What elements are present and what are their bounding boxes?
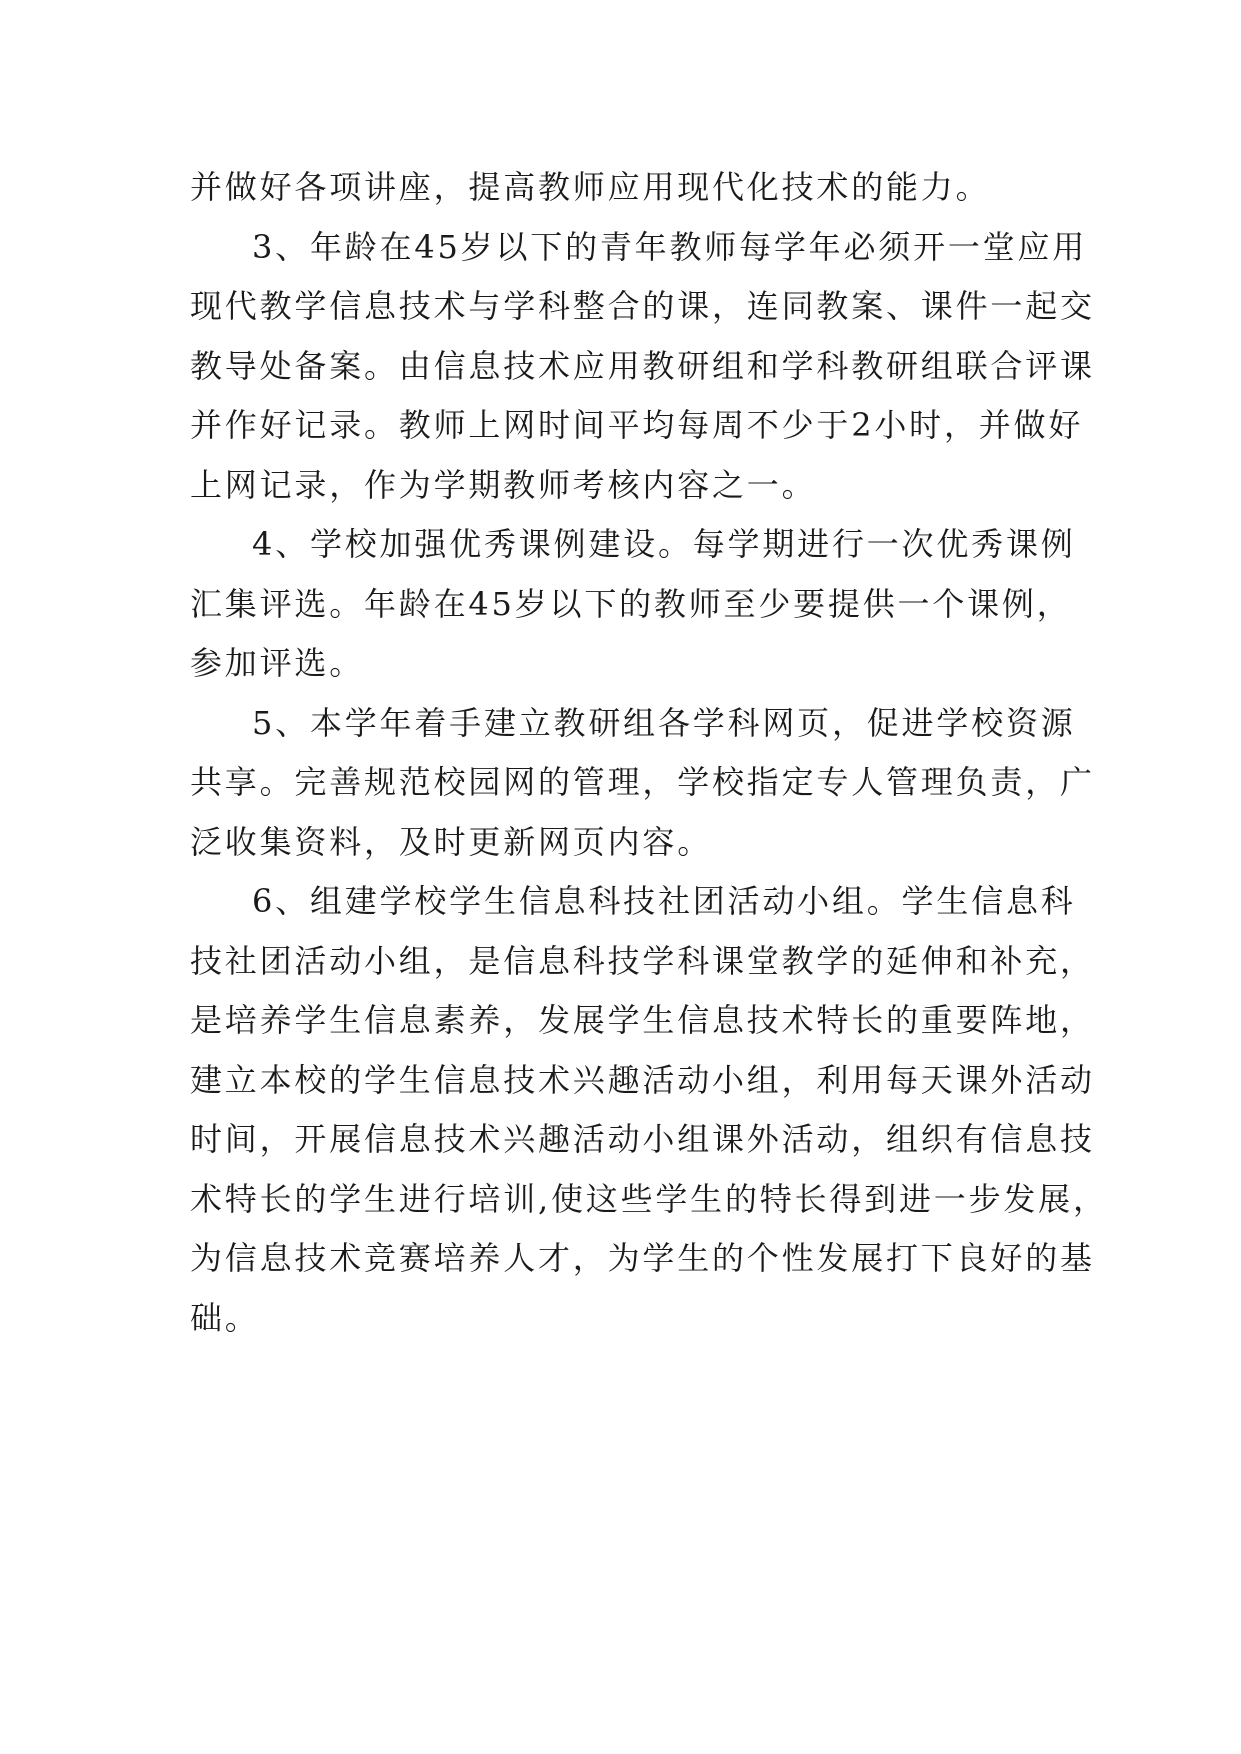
text-line: 础。	[190, 1298, 260, 1337]
text-line: 并做好各项讲座，提高教师应用现代化技术的能力。	[190, 168, 991, 206]
body-text	[190, 158, 1108, 1348]
text-line: 参加评选。	[190, 644, 365, 682]
text-line: 汇集评选。年龄在45岁以下的教师至少要提供一个课例，	[190, 584, 1072, 623]
text-line: 时间，开展信息技术兴趣活动小组课外活动，组织有信息技	[190, 1120, 1095, 1158]
text-line: 术特长的学生进行培训,使这些学生的特长得到进一步发展，	[190, 1179, 1108, 1218]
text-line: 上网记录，作为学期教师考核内容之一。	[190, 465, 817, 504]
text-line: 6、组建学校学生信息科技社团活动小组。学生信息科	[252, 882, 1076, 920]
text-line: 并作好记录。教师上网时间平均每周不少于2小时，并做好	[190, 406, 1084, 444]
text-line: 5、本学年着手建立教研组各学科网页，促进学校资源	[252, 703, 1076, 742]
text-line: 教导处备案。由信息技术应用教研组和学科教研组联合评课	[190, 346, 1095, 385]
text-line: 技社团活动小组，是信息科技学科课堂教学的延伸和补充，	[190, 941, 1095, 980]
text-line: 泛收集资料，及时更新网页内容。	[190, 822, 713, 861]
text-line: 建立本校的学生信息技术兴趣活动小组，利用每天课外活动	[190, 1060, 1095, 1099]
text-line: 为信息技术竞赛培养人才，为学生的个性发展打下良好的基	[190, 1239, 1095, 1277]
text-line: 4、学校加强优秀课例建设。每学期进行一次优秀课例	[252, 525, 1076, 563]
text-line: 3、年龄在45岁以下的青年教师每学年必须开一堂应用	[252, 227, 1088, 266]
text-line: 是培养学生信息素养，发展学生信息技术特长的重要阵地，	[190, 1001, 1095, 1039]
text-line: 共享。完善规范校园网的管理，学校指定专人管理负责，广	[190, 763, 1095, 801]
text-line: 现代教学信息技术与学科整合的课，连同教案、课件一起交	[190, 287, 1095, 325]
